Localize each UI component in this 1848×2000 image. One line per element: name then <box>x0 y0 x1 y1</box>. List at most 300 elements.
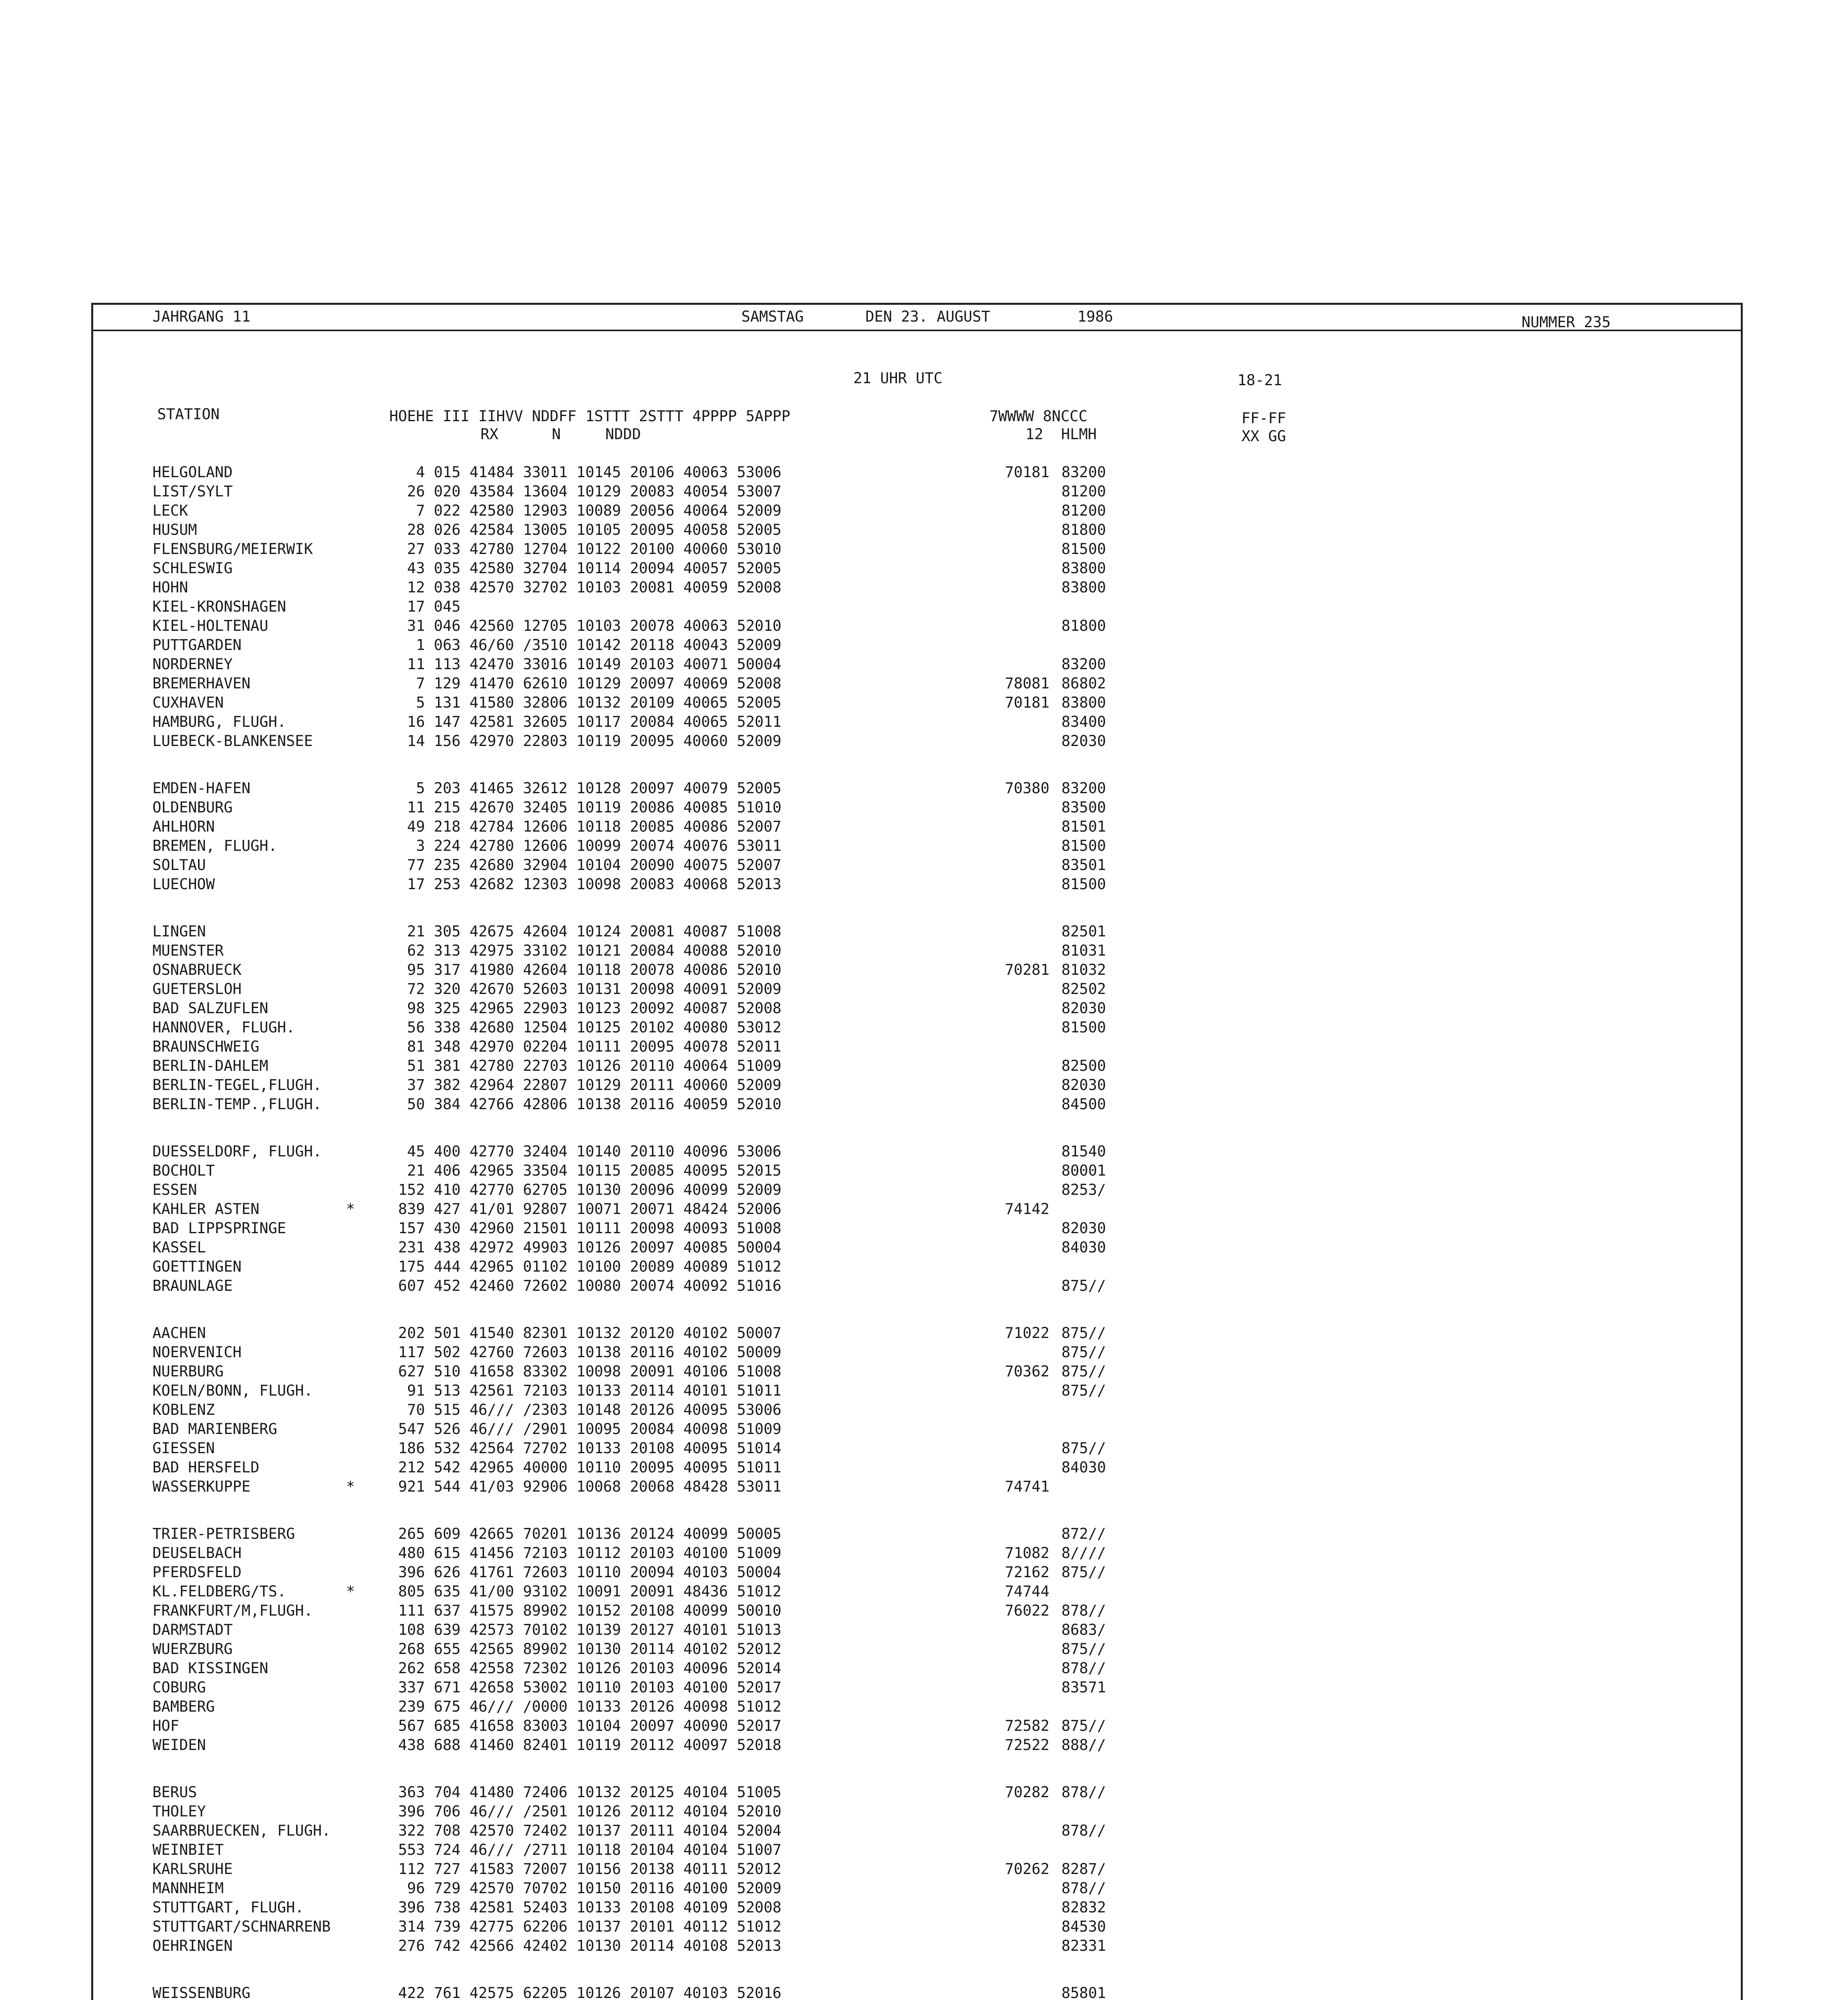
table-row <box>93 693 1734 712</box>
cloud-code: 875// <box>1061 1344 1106 1361</box>
table-row <box>93 1544 1734 1563</box>
observation-codes: 202 501 41540 82301 10132 20120 40102 50007 <box>389 1324 782 1342</box>
time-range: 18-21 <box>1237 372 1282 389</box>
observation-codes: 396 738 42581 52403 10133 20108 40109 52008 <box>389 1899 782 1916</box>
table-row <box>93 1736 1734 1755</box>
cloud-code: 82500 <box>1061 1057 1106 1074</box>
observation-codes: 31 046 42560 12705 10103 20078 40063 52010 <box>389 617 782 634</box>
station-name: KOELN/BONN, FLUGH. <box>152 1382 313 1399</box>
observation-codes: 4 015 41484 33011 10145 20106 40063 53006 <box>389 464 782 481</box>
observation-codes: 480 615 41456 72103 10112 20103 40100 51009 <box>389 1544 782 1562</box>
station-name: LUEBECK-BLANKENSEE <box>152 732 313 750</box>
weather-code: 74744 <box>1005 1583 1049 1600</box>
table-row <box>93 856 1734 875</box>
observation-codes: 268 655 42565 89902 10130 20114 40102 52012 <box>389 1640 782 1658</box>
observation-codes: 322 708 42570 72402 10137 20111 40104 52004 <box>389 1822 782 1839</box>
station-name: FLENSBURG/MEIERWIK <box>152 540 313 558</box>
cloud-code: 83200 <box>1061 780 1106 797</box>
station-name: WEINBIET <box>152 1841 224 1858</box>
table-row <box>93 597 1734 616</box>
observation-codes: 627 510 41658 83302 10098 20091 40106 51008 <box>389 1363 782 1380</box>
observation-codes: 175 444 42965 01102 10100 20089 40089 51012 <box>389 1258 782 1275</box>
table-row <box>93 1161 1734 1180</box>
station-name: BREMEN, FLUGH. <box>152 837 277 854</box>
observation-codes: 231 438 42972 49903 10126 20097 40085 50004 <box>389 1239 782 1256</box>
table-row <box>93 1898 1734 1917</box>
table-row <box>93 1477 1734 1496</box>
table-row <box>93 1276 1734 1296</box>
column-header-codes: HOEHE III IIHVV NDDFF 1STTT 2STTT 4PPPP 5APPP <box>389 408 791 425</box>
station-name: BERLIN-TEGEL,FLUGH. <box>152 1076 322 1094</box>
cloud-code: 85801 <box>1061 1984 1106 2000</box>
observation-codes: 98 325 42965 22903 10123 20092 40087 52008 <box>389 1000 782 1017</box>
observation-codes: 805 635 41/00 93102 10091 20091 48436 51012 <box>389 1583 782 1600</box>
observation-codes: 81 348 42970 02204 10111 20095 40078 52011 <box>389 1038 782 1055</box>
table-row <box>93 1936 1734 1956</box>
station-name: BAD MARIENBERG <box>152 1420 277 1438</box>
table-row <box>93 1917 1734 1936</box>
station-name: CUXHAVEN <box>152 694 224 711</box>
cloud-code: 83200 <box>1061 464 1106 481</box>
mountain-station-marker: * <box>346 1200 355 1218</box>
observation-codes: 1 063 46/60 /3510 10142 20118 40043 52009 <box>389 636 782 654</box>
cloud-code: 875// <box>1061 1640 1106 1658</box>
station-name: PUTTGARDEN <box>152 636 242 654</box>
observation-codes: 553 724 46/// /2711 10118 20104 40104 51007 <box>389 1841 782 1858</box>
table-row <box>93 1257 1734 1276</box>
station-name: GUETERSLOH <box>152 980 242 998</box>
cloud-code: 83501 <box>1061 856 1106 874</box>
station-name: GIESSEN <box>152 1440 215 1457</box>
cloud-code: 82832 <box>1061 1899 1106 1916</box>
cloud-code: 86802 <box>1061 675 1106 692</box>
observation-codes: 17 045 <box>389 598 461 615</box>
cloud-code: 82030 <box>1061 1220 1106 1237</box>
table-row <box>93 1659 1734 1678</box>
station-name: THOLEY <box>152 1803 206 1820</box>
table-row <box>93 999 1734 1018</box>
cloud-code: 878// <box>1061 1602 1106 1619</box>
table-row <box>93 1219 1734 1238</box>
station-name: KL.FELDBERG/TS. <box>152 1583 286 1600</box>
year-label: 1986 <box>1077 308 1113 325</box>
station-name: BERUS <box>152 1784 197 1801</box>
mountain-station-marker: * <box>346 1583 355 1600</box>
weather-code: 76022 <box>1005 1602 1049 1619</box>
table-row <box>93 960 1734 980</box>
observation-codes: 157 430 42960 21501 10111 20098 40093 51008 <box>389 1220 782 1237</box>
table-frame <box>91 303 1743 2000</box>
cloud-code: 83800 <box>1061 694 1106 711</box>
cloud-code: 83200 <box>1061 656 1106 673</box>
table-row <box>93 1095 1734 1114</box>
cloud-code: 878// <box>1061 1660 1106 1677</box>
table-row <box>93 1381 1734 1400</box>
observation-codes: 62 313 42975 33102 10121 20084 40088 52010 <box>389 942 782 959</box>
cloud-code: 81032 <box>1061 961 1106 978</box>
station-name: LIST/SYLT <box>152 483 233 500</box>
observation-codes: 108 639 42573 70102 10139 20127 40101 51013 <box>389 1621 782 1638</box>
station-name: WUERZBURG <box>152 1640 233 1658</box>
table-row <box>93 1860 1734 1879</box>
station-name: NORDERNEY <box>152 656 233 673</box>
table-row <box>93 674 1734 693</box>
cloud-code: 81200 <box>1061 483 1106 500</box>
station-name: MUENSTER <box>152 942 224 959</box>
station-name: AHLHORN <box>152 818 215 835</box>
station-name: STUTTGART, FLUGH. <box>152 1899 304 1916</box>
table-row <box>93 463 1734 482</box>
cloud-code: 875// <box>1061 1363 1106 1380</box>
table-row <box>93 636 1734 655</box>
table-row <box>93 1802 1734 1821</box>
table-row <box>93 1984 1734 2000</box>
table-row <box>93 1238 1734 1257</box>
station-name: KIEL-KRONSHAGEN <box>152 598 286 615</box>
observation-codes: 91 513 42561 72103 10133 20114 40101 51011 <box>389 1382 782 1399</box>
table-row <box>93 559 1734 578</box>
cloud-code: 81500 <box>1061 876 1106 893</box>
observation-codes: 37 382 42964 22807 10129 20111 40060 52009 <box>389 1076 782 1094</box>
table-row <box>93 1018 1734 1037</box>
column-header-wind: FF-FF <box>1241 410 1286 427</box>
station-name: BAD SALZUFLEN <box>152 1000 268 1017</box>
station-name: LUECHOW <box>152 876 215 893</box>
table-row <box>93 1678 1734 1697</box>
cloud-code: 83800 <box>1061 579 1106 596</box>
observation-codes: 16 147 42581 32605 10117 20084 40065 52011 <box>389 713 782 730</box>
cloud-code: 878// <box>1061 1784 1106 1801</box>
station-name: DUESSELDORF, FLUGH. <box>152 1143 322 1160</box>
table-row <box>93 1180 1734 1200</box>
observation-codes: 262 658 42558 72302 10126 20103 40096 52014 <box>389 1660 782 1677</box>
station-name: WEISSENBURG <box>152 1984 251 2000</box>
observation-codes: 51 381 42780 22703 10126 20110 40064 51009 <box>389 1057 782 1074</box>
station-name: HELGOLAND <box>152 464 233 481</box>
station-name: STUTTGART/SCHNARRENB <box>152 1918 331 1935</box>
station-name: KIEL-HOLTENAU <box>152 617 268 634</box>
cloud-code: 82502 <box>1061 980 1106 998</box>
table-row <box>93 1582 1734 1601</box>
observation-codes: 607 452 42460 72602 10080 20074 40092 51016 <box>389 1277 782 1294</box>
table-row <box>93 1601 1734 1620</box>
observation-codes: 438 688 41460 82401 10119 20112 40097 52018 <box>389 1736 782 1754</box>
station-name: BREMERHAVEN <box>152 675 251 692</box>
station-name: EMDEN-HAFEN <box>152 780 251 797</box>
table-row <box>93 941 1734 960</box>
station-name: GOETTINGEN <box>152 1258 242 1275</box>
station-name: SCHLESWIG <box>152 560 233 577</box>
observation-codes: 567 685 41658 83003 10104 20097 40090 52017 <box>389 1717 782 1734</box>
cloud-code: 82331 <box>1061 1937 1106 1954</box>
station-name: LINGEN <box>152 923 206 940</box>
station-name: BAD HERSFELD <box>152 1459 260 1476</box>
station-name: HOHN <box>152 579 188 596</box>
cloud-code: 83400 <box>1061 713 1106 730</box>
station-name: SAARBRUECKEN, FLUGH. <box>152 1822 331 1839</box>
table-row <box>93 501 1734 520</box>
observation-codes: 5 131 41580 32806 10132 20109 40065 52005 <box>389 694 782 711</box>
station-name: BAD KISSINGEN <box>152 1660 268 1677</box>
station-name: DARMSTADT <box>152 1621 233 1638</box>
observation-codes: 26 020 43584 13604 10129 20083 40054 53007 <box>389 483 782 500</box>
column-header-weather-sub: 12 HLMH <box>1025 426 1097 443</box>
station-name: DEUSELBACH <box>152 1544 242 1562</box>
observation-codes: 11 215 42670 32405 10119 20086 40085 51010 <box>389 799 782 816</box>
cloud-code: 81501 <box>1061 818 1106 835</box>
cloud-code: 80001 <box>1061 1162 1106 1179</box>
observation-codes: 396 706 46/// /2501 10126 20112 40104 52010 <box>389 1803 782 1820</box>
cloud-code: 83571 <box>1061 1679 1106 1696</box>
table-row <box>93 798 1734 817</box>
observation-codes: 117 502 42760 72603 10138 20116 40102 50009 <box>389 1344 782 1361</box>
station-name: FRANKFURT/M,FLUGH. <box>152 1602 313 1619</box>
cloud-code: 875// <box>1061 1382 1106 1399</box>
cloud-code: 8287/ <box>1061 1860 1106 1878</box>
station-name: NUERBURG <box>152 1363 224 1380</box>
table-row <box>93 616 1734 636</box>
observation-codes: 337 671 42658 53002 10110 20103 40100 52017 <box>389 1679 782 1696</box>
table-row <box>93 578 1734 597</box>
observation-codes: 56 338 42680 12504 10125 20102 40080 53012 <box>389 1019 782 1036</box>
mountain-station-marker: * <box>346 1478 355 1495</box>
station-name: WEIDEN <box>152 1736 206 1754</box>
cloud-code: 81800 <box>1061 617 1106 634</box>
station-name: BAD LIPPSPRINGE <box>152 1220 286 1237</box>
cloud-code: 82501 <box>1061 923 1106 940</box>
observation-codes: 3 224 42780 12606 10099 20074 40076 53011 <box>389 837 782 854</box>
observation-codes: 239 675 46/// /0000 10133 20126 40098 51012 <box>389 1698 782 1715</box>
observation-codes: 363 704 41480 72406 10132 20125 40104 51005 <box>389 1784 782 1801</box>
table-row <box>93 1458 1734 1477</box>
weekday-label: SAMSTAG <box>741 308 804 325</box>
cloud-code: 84500 <box>1061 1096 1106 1113</box>
cloud-code: 81500 <box>1061 540 1106 558</box>
cloud-code: 81500 <box>1061 837 1106 854</box>
station-name: OEHRINGEN <box>152 1937 233 1954</box>
station-name: HAMBURG, FLUGH. <box>152 713 286 730</box>
cloud-code: 875// <box>1061 1277 1106 1294</box>
cloud-code: 82030 <box>1061 1076 1106 1094</box>
observation-codes: 14 156 42970 22803 10119 20095 40060 52009 <box>389 732 782 750</box>
observation-codes: 49 218 42784 12606 10118 20085 40086 52007 <box>389 818 782 835</box>
station-name: BAMBERG <box>152 1698 215 1715</box>
table-row <box>93 1716 1734 1736</box>
station-name: ESSEN <box>152 1181 197 1198</box>
table-row <box>93 655 1734 674</box>
observation-codes: 21 406 42965 33504 10115 20085 40095 52015 <box>389 1162 782 1179</box>
weather-code: 70181 <box>1005 694 1049 711</box>
cloud-code: 84030 <box>1061 1239 1106 1256</box>
weather-code: 72162 <box>1005 1564 1049 1581</box>
weather-code: 74741 <box>1005 1478 1049 1495</box>
table-row <box>93 817 1734 836</box>
header-divider <box>93 330 1741 331</box>
table-row <box>93 836 1734 856</box>
table-row <box>93 1620 1734 1640</box>
weather-code: 78081 <box>1005 675 1049 692</box>
column-header-station: STATION <box>157 406 220 423</box>
cloud-code: 81500 <box>1061 1019 1106 1036</box>
table-row <box>93 1400 1734 1420</box>
cloud-code: 82030 <box>1061 1000 1106 1017</box>
table-row <box>93 1056 1734 1076</box>
cloud-code: 83800 <box>1061 560 1106 577</box>
cloud-code: 8683/ <box>1061 1621 1106 1638</box>
table-row <box>93 1840 1734 1860</box>
observation-codes: 921 544 41/03 92906 10068 20068 48428 53011 <box>389 1478 782 1495</box>
observation-codes: 839 427 41/01 92807 10071 20071 48424 52006 <box>389 1200 782 1218</box>
table-row <box>93 1037 1734 1056</box>
observation-codes: 27 033 42780 12704 10122 20100 40060 53010 <box>389 540 782 558</box>
observation-codes: 396 626 41761 72603 10110 20094 40103 50004 <box>389 1564 782 1581</box>
table-row <box>93 732 1734 751</box>
cloud-code: 83500 <box>1061 799 1106 816</box>
station-name: OLDENBURG <box>152 799 233 816</box>
table-row <box>93 1821 1734 1840</box>
weather-code: 72522 <box>1005 1736 1049 1754</box>
table-row <box>93 1640 1734 1659</box>
cloud-code: 84030 <box>1061 1459 1106 1476</box>
weather-code: 70281 <box>1005 961 1049 978</box>
cloud-code: 878// <box>1061 1822 1106 1839</box>
observation-codes: 276 742 42566 42402 10130 20114 40108 52013 <box>389 1937 782 1954</box>
table-row <box>93 482 1734 501</box>
weather-code: 71082 <box>1005 1544 1049 1562</box>
table-row <box>93 1420 1734 1439</box>
cloud-code: 82030 <box>1061 732 1106 750</box>
cloud-code: 8253/ <box>1061 1181 1106 1198</box>
observation-codes: 314 739 42775 62206 10137 20101 40112 51012 <box>389 1918 782 1935</box>
weather-code: 70380 <box>1005 780 1049 797</box>
weather-code: 72582 <box>1005 1717 1049 1734</box>
observation-codes: 422 761 42575 62205 10126 20107 40103 52016 <box>389 1984 782 2000</box>
cloud-code: 81031 <box>1061 942 1106 959</box>
table-row <box>93 875 1734 894</box>
station-name: BRAUNSCHWEIG <box>152 1038 260 1055</box>
station-name: BERLIN-TEMP.,FLUGH. <box>152 1096 322 1113</box>
station-name: WASSERKUPPE <box>152 1478 251 1495</box>
observation-codes: 7 022 42580 12903 10089 20056 40064 52009 <box>389 502 782 519</box>
cloud-code: 8//// <box>1061 1544 1106 1562</box>
table-row <box>93 1563 1734 1582</box>
table-row <box>93 520 1734 540</box>
table-row <box>93 712 1734 732</box>
cloud-code: 878// <box>1061 1880 1106 1897</box>
station-name: SOLTAU <box>152 856 206 874</box>
observation-codes: 11 113 42470 33016 10149 20103 40071 50004 <box>389 656 782 673</box>
weather-code: 74142 <box>1005 1200 1049 1218</box>
column-header-codes-sub: RX N NDDD <box>481 426 641 443</box>
table-row <box>93 1324 1734 1343</box>
station-name: PFERDSFELD <box>152 1564 242 1581</box>
observation-codes: 77 235 42680 32904 10104 20090 40075 52007 <box>389 856 782 874</box>
table-row <box>93 1362 1734 1381</box>
station-name: KOBLENZ <box>152 1401 215 1418</box>
table-row <box>93 1697 1734 1716</box>
station-name: NOERVENICH <box>152 1344 242 1361</box>
station-name: KARLSRUHE <box>152 1860 233 1878</box>
observation-codes: 186 532 42564 72702 10133 20108 40095 51014 <box>389 1440 782 1457</box>
cloud-code: 81200 <box>1061 502 1106 519</box>
table-row <box>93 1783 1734 1802</box>
table-row <box>93 1142 1734 1161</box>
cloud-code: 81540 <box>1061 1143 1106 1160</box>
observation-codes: 72 320 42670 52603 10131 20098 40091 52009 <box>389 980 782 998</box>
station-name: MANNHEIM <box>152 1880 224 1897</box>
station-name: HANNOVER, FLUGH. <box>152 1019 295 1036</box>
volume-label: JAHRGANG 11 <box>152 308 251 325</box>
observation-codes: 112 727 41583 72007 10156 20138 40111 52012 <box>389 1860 782 1878</box>
observation-codes: 547 526 46/// /2901 10095 20084 40098 51009 <box>389 1420 782 1438</box>
cloud-code: 84530 <box>1061 1918 1106 1935</box>
table-row <box>93 980 1734 999</box>
station-name: BOCHOLT <box>152 1162 215 1179</box>
station-name: BRAUNLAGE <box>152 1277 233 1294</box>
column-header-wind-sub: XX GG <box>1241 428 1286 445</box>
station-name: HOF <box>152 1717 179 1734</box>
cloud-code: 875// <box>1061 1717 1106 1734</box>
table-row <box>93 1076 1734 1095</box>
table-row <box>93 1524 1734 1544</box>
observation-codes: 111 637 41575 89902 10152 20108 40099 50010 <box>389 1602 782 1619</box>
station-name: KAHLER ASTEN <box>152 1200 260 1218</box>
observation-codes: 43 035 42580 32704 10114 20094 40057 52005 <box>389 560 782 577</box>
table-row <box>93 1200 1734 1219</box>
observation-codes: 265 609 42665 70201 10136 20124 40099 50005 <box>389 1525 782 1542</box>
station-name: TRIER-PETRISBERG <box>152 1525 295 1542</box>
weather-code: 70262 <box>1005 1860 1049 1878</box>
station-name: KASSEL <box>152 1239 206 1256</box>
table-row <box>93 1439 1734 1458</box>
column-header-weather: 7WWWW 8NCCC <box>989 408 1088 425</box>
observation-codes: 212 542 42965 40000 10110 20095 40095 51011 <box>389 1459 782 1476</box>
station-name: AACHEN <box>152 1324 206 1342</box>
observation-codes: 70 515 46/// /2303 10148 20126 40095 53006 <box>389 1401 782 1418</box>
cloud-code: 875// <box>1061 1564 1106 1581</box>
table-row <box>93 779 1734 798</box>
station-name: OSNABRUECK <box>152 961 242 978</box>
observation-codes: 21 305 42675 42604 10124 20081 40087 51008 <box>389 923 782 940</box>
date-label: DEN 23. AUGUST <box>865 308 990 325</box>
station-name: COBURG <box>152 1679 206 1696</box>
observation-codes: 152 410 42770 62705 10130 20096 40099 52009 <box>389 1181 782 1198</box>
cloud-code: 875// <box>1061 1324 1106 1342</box>
observation-codes: 95 317 41980 42604 10118 20078 40086 52010 <box>389 961 782 978</box>
cloud-code: 81800 <box>1061 521 1106 538</box>
issue-number: NUMMER 235 <box>1522 314 1611 331</box>
station-name: LECK <box>152 502 188 519</box>
station-name: HUSUM <box>152 521 197 538</box>
observation-codes: 5 203 41465 32612 10128 20097 40079 52005 <box>389 780 782 797</box>
observation-codes: 7 129 41470 62610 10129 20097 40069 52008 <box>389 675 782 692</box>
weather-code: 71022 <box>1005 1324 1049 1342</box>
observation-time: 21 UHR UTC <box>853 370 943 387</box>
cloud-code: 872// <box>1061 1525 1106 1542</box>
weather-code: 70362 <box>1005 1363 1049 1380</box>
observation-codes: 50 384 42766 42806 10138 20116 40059 52010 <box>389 1096 782 1113</box>
table-row <box>93 1343 1734 1362</box>
observation-codes: 17 253 42682 12303 10098 20083 40068 52013 <box>389 876 782 893</box>
observation-codes: 45 400 42770 32404 10140 20110 40096 53006 <box>389 1143 782 1160</box>
cloud-code: 875// <box>1061 1440 1106 1457</box>
weather-code: 70282 <box>1005 1784 1049 1801</box>
observation-codes: 12 038 42570 32702 10103 20081 40059 52008 <box>389 579 782 596</box>
weather-code: 70181 <box>1005 464 1049 481</box>
observation-codes: 96 729 42570 70702 10150 20116 40100 52009 <box>389 1880 782 1897</box>
table-row <box>93 922 1734 941</box>
cloud-code: 888// <box>1061 1736 1106 1754</box>
